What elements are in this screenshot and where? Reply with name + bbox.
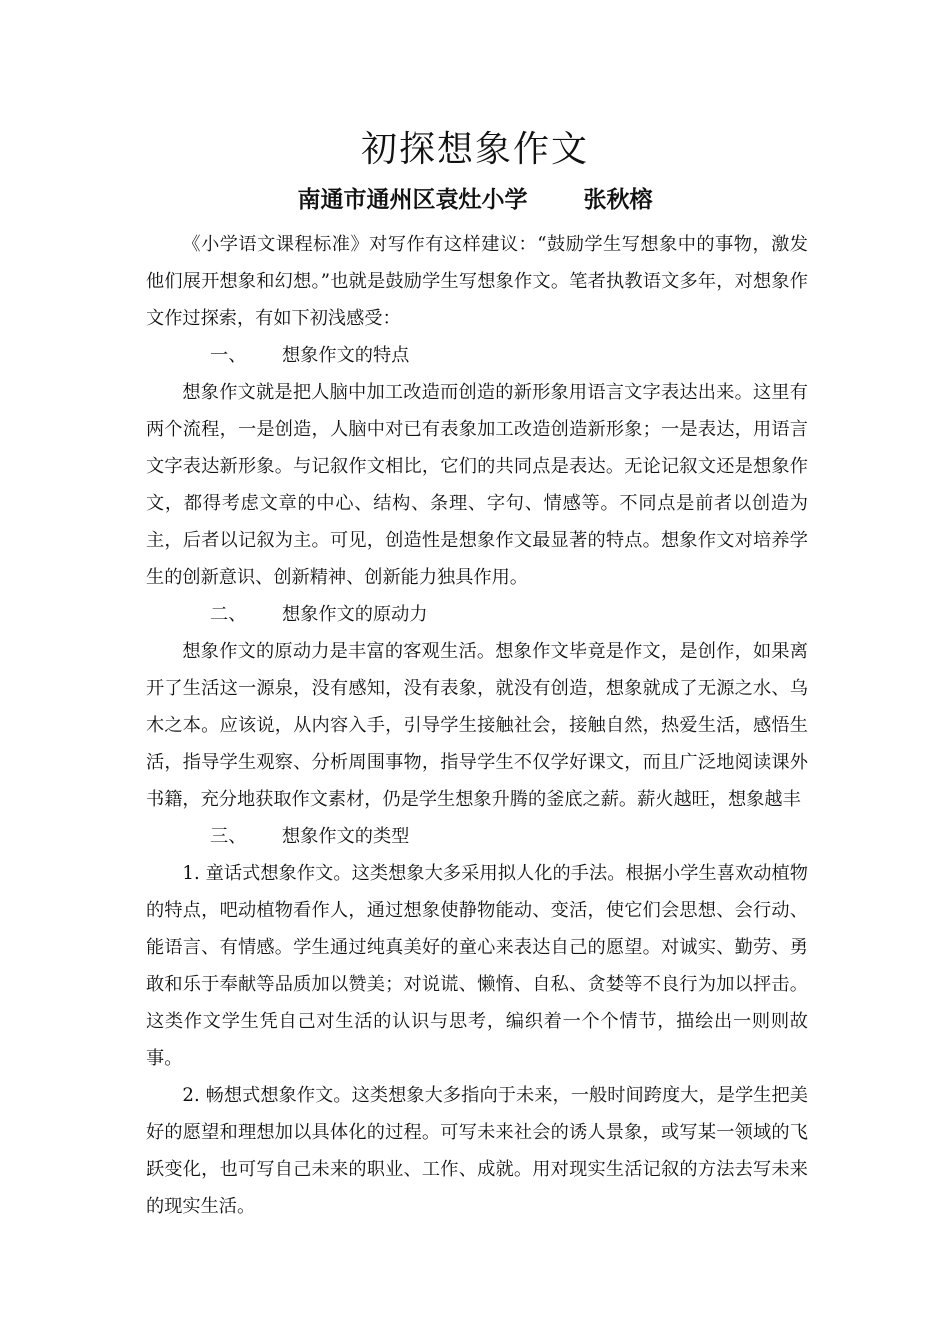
section-2-paragraph: 想象作文的原动力是丰富的客观生活。想象作文毕竟是作文，是创作，如果离开了生活这一源泉，没有感知，没有表象，就没有创造，想象就成了无源之水、乌木之本。应该说，从内容入手，引导学生接触社会，接触自然，热爱生活，感悟生活，指导学生观察、分析周围事物，指导学生不仅学好课文，而且广泛地阅读课外书籍，充分地获取作文素材，仍是学生想象升腾的釜底之薪。薪火越旺，想象越丰 <box>146 641 808 810</box>
section-number: 二、 <box>210 604 247 625</box>
section-1-paragraph: 想象作文就是把人脑中加工改造而创造的新形象用语言文字表达出来。这里有两个流程，一是创造，人脑中对已有表象加工改造创造新形象；一是表达，用语言文字表达新形象。与记叙作文相比，它们的共同点是表达。无论记叙文还是想象作文，都得考虑文章的中心、结构、条理、字句、情感等。不同点是前者以创造为主，后者以记叙为主。可见，创造性是想象作文最显著的特点。想象作文对培养学生的创新意识、创新精神、创新能力独具作用。 <box>146 382 808 588</box>
author-school: 南通市通州区袁灶小学 <box>297 187 528 213</box>
section-title: 想象作文的特点 <box>282 345 410 366</box>
byline <box>0 180 950 220</box>
section-3-paragraph-2: 2. 畅想式想象作文。这类想象大多指向于未来，一般时间跨度大，是学生把美好的愿望和理想加以具体化的过程。可写未来社会的诱人景象，或写某一领域的飞跃变化，也可写自己未来的职业、工作、成就。用对现实生活记叙的方法去写未来的现实生活。 <box>146 1085 808 1217</box>
section-heading-2 <box>146 596 808 633</box>
section-number: 三、 <box>210 826 247 847</box>
section-number: 一、 <box>210 345 247 366</box>
author-name: 张秋榕 <box>583 187 653 213</box>
document-body <box>146 226 808 1225</box>
document-title: 初探想象作文 <box>360 129 589 170</box>
section-title: 想象作文的原动力 <box>282 604 428 625</box>
section-title: 想象作文的类型 <box>282 826 410 847</box>
section-heading-1 <box>146 337 808 374</box>
section-3-paragraph-1: 1. 童话式想象作文。这类想象大多采用拟人化的手法。根据小学生喜欢动植物的特点，吧动植物看作人，通过想象使静物能动、变活，使它们会思想、会行动、能语言、有情感。学生通过纯真美好的童心来表达自己的愿望。对诚实、勤劳、勇敢和乐于奉献等品质加以赞美；对说谎、懒惰、自私、贪婪等不良行为加以抨击。这类作文学生凭自己对生活的认识与思考，编织着一个个情节，描绘出一则则故事。 <box>146 863 808 1069</box>
intro-paragraph: 《小学语文课程标准》对写作有这样建议：“鼓励学生写想象中的事物，激发他们展开想象和幻想。”也就是鼓励学生写想象作文。笔者执教语文多年，对想象作文作过探索，有如下初浅感受： <box>146 234 808 329</box>
section-heading-3 <box>146 818 808 855</box>
